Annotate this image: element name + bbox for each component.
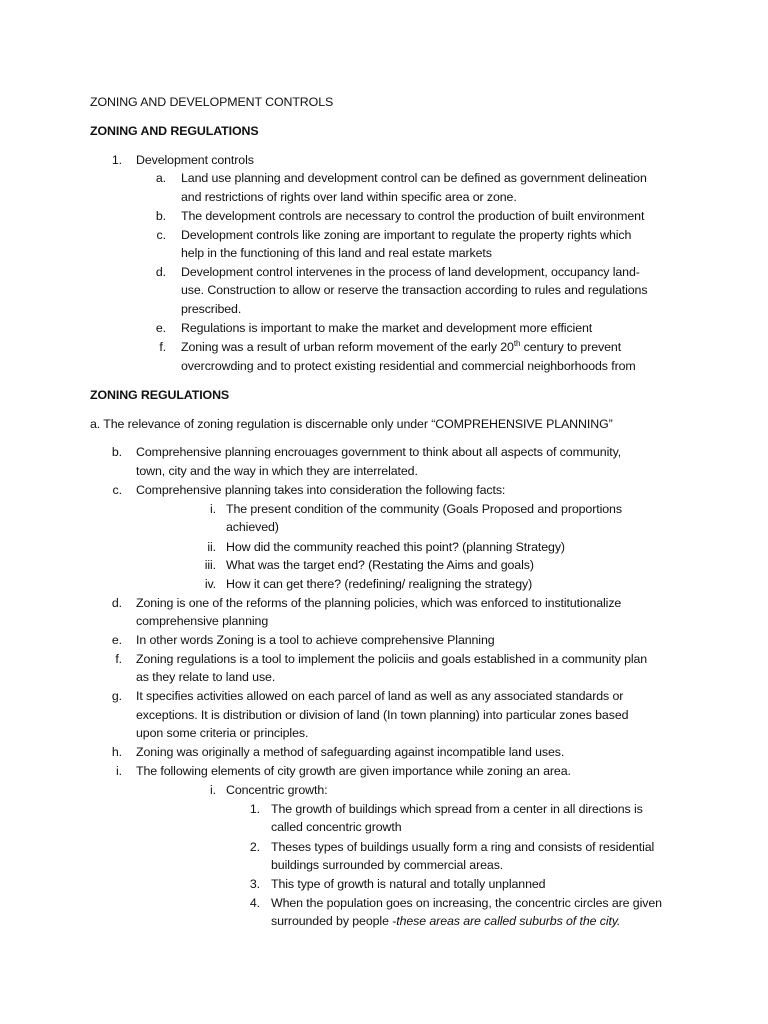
list-marker: b.	[111, 445, 122, 459]
list-text-line: use. Construction to allow or reserve the transaction according to rules and regulations	[181, 283, 648, 297]
list-marker: d.	[111, 596, 122, 610]
list-text-line: Land use planning and development control can be defined as government delineation	[181, 171, 647, 185]
list-text-line: prescribed.	[181, 302, 242, 316]
list-marker: e.	[111, 633, 122, 647]
list-marker: i.	[116, 764, 122, 778]
list-text-line: buildings surrounded by commercial areas.	[271, 858, 504, 872]
list-text-line: How it can get there? (redefining/ realigning the strategy)	[226, 577, 533, 591]
list-text-line: town, city and the way in which they are interrelated.	[136, 464, 418, 478]
list-text-line: Zoning was originally a method of safeguarding against incompatible land uses.	[136, 745, 565, 759]
list-text-line: The following elements of city growth are given importance while zoning an area.	[136, 764, 571, 778]
list-item-label: Development controls	[136, 153, 254, 167]
superscript: th	[513, 338, 521, 348]
intro-paragraph: a. The relevance of zoning regulation is discernable only under “COMPREHENSIVE PLANNING”	[90, 417, 613, 431]
list-text-line: help in the functioning of this land and real estate markets	[181, 246, 492, 260]
list-text-line: What was the target end? (Restating the Aims and goals)	[226, 558, 534, 572]
numbered-marker: 3.	[249, 877, 260, 891]
list-text-line: The development controls are necessary to control the production of built environment	[181, 209, 645, 223]
section-heading-zoning-regulations: ZONING REGULATIONS	[90, 388, 230, 402]
list-text-line: Regulations is important to make the market and development more efficient	[181, 321, 593, 335]
numbered-marker: 1.	[249, 802, 260, 816]
list-text-line: and restrictions of rights over land within specific area or zone.	[181, 190, 517, 204]
list-text-line: as they relate to land use.	[136, 670, 276, 684]
document-title: ZONING AND DEVELOPMENT CONTROLS	[90, 95, 334, 109]
roman-marker: i.	[210, 502, 216, 516]
list-text-line: It specifies activities allowed on each parcel of land as well as any associated standards or	[136, 689, 624, 703]
text-span: Zoning was a result of urban reform movement of the early 20	[181, 340, 514, 354]
list-marker: f.	[115, 652, 122, 666]
list-text-line: Zoning regulations is a tool to implement the policiis and goals established in a community plan	[136, 652, 648, 666]
roman-marker: ii.	[207, 540, 216, 554]
section-heading-zoning-and-regulations: ZONING AND REGULATIONS	[90, 124, 259, 138]
roman-marker: iv.	[204, 577, 216, 591]
list-text-line: This type of growth is natural and totally unplanned	[271, 877, 546, 891]
text-span: century to prevent	[520, 340, 622, 354]
list-number: 1.	[111, 153, 122, 167]
list-text-line: Comprehensive planning encrouages government to think about all aspects of community,	[136, 445, 622, 459]
list-text-line: called concentric growth	[271, 820, 402, 834]
list-text-line: Development control intervenes in the process of land development, occupancy land-	[181, 265, 640, 279]
list-text-line: When the population goes on increasing, the concentric circles are given	[271, 896, 662, 910]
subsection-label: Concentric growth:	[226, 783, 328, 797]
list-text-line: Zoning is one of the reforms of the planning policies, which was enforced to institutionalize	[136, 596, 622, 610]
list-text-line: The growth of buildings which spread from a center in all directions is	[271, 802, 643, 816]
list-text-line: overcrowding and to protect existing residential and commercial neighborhoods from	[181, 359, 636, 373]
list-text-line: The present condition of the community (Goals Proposed and proportions	[226, 502, 622, 516]
list-text-line: In other words Zoning is a tool to achieve comprehensive Planning	[136, 633, 495, 647]
list-text-line	[181, 340, 621, 355]
italic-text-span: these areas are called suburbs of the city.	[396, 914, 621, 928]
list-text-line: Comprehensive planning takes into consideration the following facts:	[136, 483, 506, 497]
numbered-marker: 2.	[249, 840, 260, 854]
list-marker: c.	[156, 228, 166, 242]
roman-marker: iii.	[204, 558, 216, 572]
list-marker: b.	[155, 209, 166, 223]
list-marker: f.	[159, 340, 166, 354]
list-marker: d.	[155, 265, 166, 279]
list-text-line	[271, 914, 620, 929]
list-marker: a.	[155, 171, 166, 185]
text-span: surrounded by people -	[271, 914, 397, 928]
numbered-marker: 4.	[249, 896, 260, 910]
list-text-line: exceptions. It is distribution or division of land (In town planning) into particular zones based	[136, 708, 629, 722]
list-marker: e.	[155, 321, 166, 335]
list-text-line: achieved)	[226, 520, 279, 534]
list-text-line: comprehensive planning	[136, 614, 269, 628]
roman-marker: i.	[210, 783, 216, 797]
list-marker: h.	[111, 745, 122, 759]
list-marker: g.	[111, 689, 122, 703]
list-text-line: Development controls like zoning are important to regulate the property rights which	[181, 228, 632, 242]
list-text-line: How did the community reached this point? (planning Strategy)	[226, 540, 565, 554]
list-text-line: Theses types of buildings usually form a ring and consists of residential	[271, 840, 655, 854]
list-marker: c.	[112, 483, 122, 497]
list-text-line: upon some criteria or principles.	[136, 726, 309, 740]
